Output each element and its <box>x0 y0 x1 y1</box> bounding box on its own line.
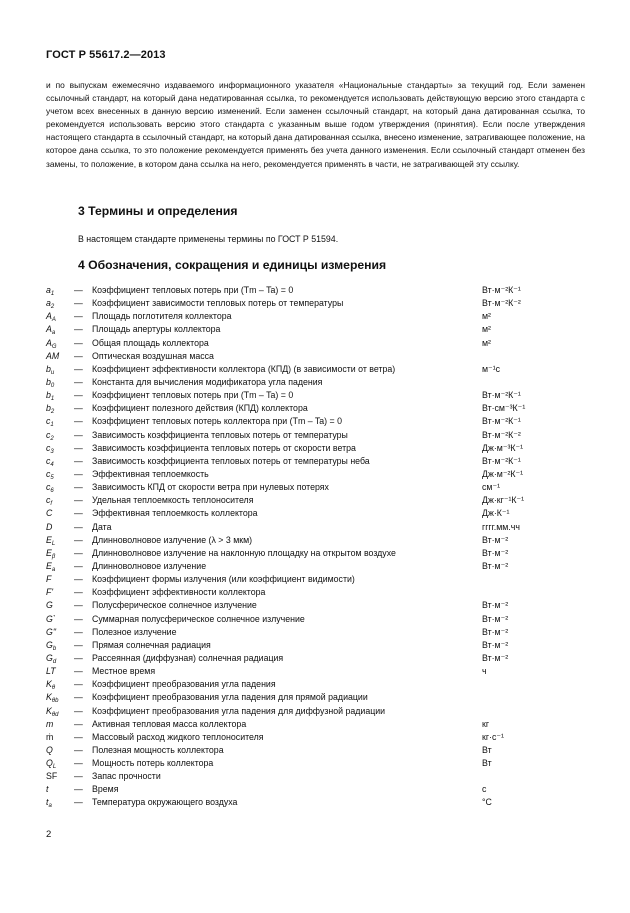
symbol-row <box>46 310 585 323</box>
symbol-letter: K <box>46 705 52 716</box>
symbols-list <box>46 284 585 810</box>
symbol-letter: E <box>46 534 52 545</box>
symbol-row <box>46 783 585 796</box>
symbol-dash: — <box>74 574 83 585</box>
symbol-unit: Вт·м⁻² <box>482 534 509 545</box>
symbol-row <box>46 652 585 665</box>
symbol-letter: A <box>46 337 52 348</box>
symbol-subscript: θb <box>51 698 59 705</box>
symbol-unit: Вт·м⁻² <box>482 626 509 637</box>
symbol-dash: — <box>74 797 83 808</box>
symbol-description: Коэффициент преобразования угла падения для диффузной радиации <box>92 705 386 716</box>
symbol-description: Местное время <box>92 666 156 677</box>
symbol-notation <box>46 613 56 626</box>
symbol-description: Коэффициент тепловых потерь при (Tm – Ta) = 0 <box>92 390 294 401</box>
symbol-row <box>46 573 585 586</box>
symbol-unit: м⁻¹с <box>482 363 501 374</box>
symbol-unit: ч <box>482 666 487 677</box>
symbol-row <box>46 665 585 678</box>
symbol-letter: b <box>46 390 51 401</box>
symbol-letter: K <box>46 679 52 690</box>
symbol-notation <box>46 796 52 813</box>
symbol-description: Длинноволновое излучение (λ > 3 мкм) <box>92 534 253 545</box>
symbol-subscript: d <box>52 658 57 665</box>
symbol-notation <box>46 718 53 731</box>
symbol-letter: Q <box>46 758 53 769</box>
symbol-notation <box>46 507 52 520</box>
symbol-letter: c <box>46 455 51 466</box>
document-header-standard-id: ГОСТ Р 55617.2—2013 <box>46 49 166 61</box>
symbol-subscript: 1 <box>50 422 54 429</box>
symbol-dash: — <box>74 337 83 348</box>
symbol-description: Время <box>92 784 119 795</box>
section-3-heading: 3 Термины и определения <box>78 204 238 218</box>
symbol-row <box>46 494 585 507</box>
symbol-subscript: b <box>52 645 57 652</box>
symbol-subscript: 1 <box>50 291 55 297</box>
symbol-subscript: a <box>51 566 56 573</box>
symbol-description: Зависимость коэффициента тепловых потерь от температуры <box>92 429 348 440</box>
symbol-letter: ṁ <box>46 731 54 742</box>
symbol-description: Площадь поглотителя коллектора <box>92 311 232 322</box>
symbol-letter: G" <box>46 626 56 637</box>
symbol-notation <box>46 586 53 599</box>
symbol-dash: — <box>74 376 83 387</box>
symbol-subscript: 0 <box>50 382 55 389</box>
symbol-description: Длинноволновое излучение <box>92 560 207 571</box>
symbol-dash: — <box>74 692 83 703</box>
symbol-letter: K <box>46 692 52 703</box>
symbol-subscript: 1 <box>50 396 55 403</box>
symbol-notation <box>46 783 48 796</box>
symbol-dash: — <box>74 324 83 335</box>
symbol-row <box>46 757 585 770</box>
symbol-letter: G <box>46 639 53 650</box>
symbol-unit: Вт·м⁻²К⁻² <box>482 298 521 309</box>
symbol-subscript: 4 <box>50 461 54 468</box>
symbol-row <box>46 534 585 547</box>
symbol-row <box>46 744 585 757</box>
symbol-dash: — <box>74 429 83 440</box>
symbol-dash: — <box>74 744 83 755</box>
symbol-unit: Вт·м⁻²К⁻¹ <box>482 390 521 401</box>
symbol-row <box>46 389 585 402</box>
symbol-unit: кг·с⁻¹ <box>482 731 504 742</box>
symbol-unit: Дж·К⁻¹ <box>482 508 510 519</box>
symbol-row <box>46 731 585 744</box>
symbol-letter: E <box>46 547 52 558</box>
symbol-unit: Дж·м⁻³К⁻¹ <box>482 442 524 453</box>
symbol-row <box>46 678 585 691</box>
symbol-letter: m <box>46 718 54 729</box>
symbol-dash: — <box>74 758 83 769</box>
symbol-dash: — <box>74 547 83 558</box>
symbol-unit: с <box>482 784 487 795</box>
symbol-dash: — <box>74 442 83 453</box>
symbol-notation <box>46 573 51 586</box>
symbol-unit: Дж·м⁻²К⁻¹ <box>482 468 524 479</box>
symbol-unit: м² <box>482 337 491 348</box>
symbol-notation <box>46 626 56 639</box>
symbol-unit: Вт·м⁻² <box>482 560 509 571</box>
symbol-subscript: A <box>51 317 56 324</box>
symbol-subscript: β <box>51 553 56 560</box>
symbol-letter: c <box>46 495 51 506</box>
symbol-subscript: L <box>52 764 57 771</box>
symbol-unit: Вт·м⁻²К⁻¹ <box>482 416 521 427</box>
symbol-letter: Q <box>46 744 53 755</box>
symbol-subscript: u <box>50 369 55 376</box>
symbol-letter: c <box>46 482 51 493</box>
symbol-description: Мощность потерь коллектора <box>92 758 214 769</box>
symbol-row <box>46 468 585 481</box>
symbol-dash: — <box>74 600 83 611</box>
symbol-description: Коэффициент эффективности коллектора (КПД) (в зависимости от ветра) <box>92 363 396 374</box>
symbol-description: Полезная мощность коллектора <box>92 744 224 755</box>
symbol-row <box>46 376 585 389</box>
symbol-dash: — <box>74 468 83 479</box>
symbol-unit: Вт·м⁻² <box>482 652 509 663</box>
symbol-dash: — <box>74 626 83 637</box>
symbol-row <box>46 507 585 520</box>
symbol-unit: кг <box>482 718 490 729</box>
symbol-dash: — <box>74 455 83 466</box>
symbol-unit: Вт·м⁻²К⁻¹ <box>482 455 521 466</box>
symbol-description: Температура окружающего воздуха <box>92 797 238 808</box>
symbol-description: Зависимость КПД от скорости ветра при нулевых потерях <box>92 482 329 493</box>
symbol-subscript: L <box>51 540 56 547</box>
symbol-description: Массовый расход жидкого теплоносителя <box>92 731 264 742</box>
symbol-letter: t <box>46 784 49 795</box>
symbol-letter: c <box>46 429 51 440</box>
symbol-description: Коэффициент преобразования угла падения для прямой радиации <box>92 692 368 703</box>
symbol-subscript: f <box>50 501 53 508</box>
symbol-description: Полусферическое солнечное излучение <box>92 600 257 611</box>
symbol-description: Эффективная теплоемкость коллектора <box>92 508 258 519</box>
symbol-dash: — <box>74 311 83 322</box>
symbol-dash: — <box>74 416 83 427</box>
symbol-row <box>46 705 585 718</box>
symbol-dash: — <box>74 403 83 414</box>
symbol-row <box>46 796 585 809</box>
symbol-row <box>46 284 585 297</box>
symbol-letter: LT <box>46 666 56 677</box>
symbol-dash: — <box>74 613 83 624</box>
symbol-row <box>46 323 585 336</box>
symbol-row <box>46 770 585 783</box>
symbol-unit: см⁻¹ <box>482 482 501 493</box>
symbol-row <box>46 350 585 363</box>
symbol-letter: C <box>46 508 53 519</box>
symbol-description: Коэффициент эффективности коллектора <box>92 587 266 598</box>
symbol-letter: b <box>46 403 51 414</box>
symbol-description: Полезное излучение <box>92 626 177 637</box>
symbol-unit: Вт·м⁻² <box>482 613 509 624</box>
symbol-subscript: a <box>48 803 52 810</box>
symbol-letter: a <box>46 285 51 295</box>
symbol-dash: — <box>74 495 83 506</box>
symbol-row <box>46 521 585 534</box>
symbol-row <box>46 691 585 704</box>
symbol-dash: — <box>74 350 83 361</box>
symbol-description: Коэффициент зависимости тепловых потерь от температуры <box>92 298 344 309</box>
symbol-letter: b <box>46 376 51 387</box>
symbol-unit: гггг.мм.чч <box>482 521 520 532</box>
symbol-unit: Вт·см⁻³К⁻¹ <box>482 403 526 414</box>
symbol-letter: c <box>46 442 51 453</box>
symbol-letter: E <box>46 560 52 571</box>
symbol-description: Общая площадь коллектора <box>92 337 209 348</box>
symbol-description: Активная тепловая масса коллектора <box>92 718 247 729</box>
symbol-description: Зависимость коэффициента тепловых потерь от скорости ветра <box>92 442 356 453</box>
symbol-dash: — <box>74 560 83 571</box>
symbol-dash: — <box>74 679 83 690</box>
symbol-unit: м² <box>482 324 491 335</box>
symbol-row <box>46 599 585 612</box>
symbol-description: Удельная теплоемкость теплоносителя <box>92 495 254 506</box>
symbol-description: Коэффициент преобразования угла падения <box>92 679 276 690</box>
symbol-dash: — <box>74 784 83 795</box>
symbol-unit: Вт·м⁻² <box>482 547 509 558</box>
symbol-description: Суммарная полусферическое солнечное излучение <box>92 613 305 624</box>
symbol-description: Эффективная теплоемкость <box>92 468 209 479</box>
symbol-subscript: 6 <box>50 488 54 495</box>
symbol-dash: — <box>74 666 83 677</box>
symbol-letter: b <box>46 363 51 374</box>
symbol-row <box>46 586 585 599</box>
symbol-description: Оптическая воздушная масса <box>92 350 214 361</box>
symbol-subscript: θ <box>51 685 56 692</box>
symbol-row <box>46 560 585 573</box>
symbol-description: Прямая солнечная радиация <box>92 639 211 650</box>
symbol-subscript: 2 <box>50 435 54 442</box>
symbol-row <box>46 415 585 428</box>
symbol-row <box>46 626 585 639</box>
symbol-letter: c <box>46 416 51 427</box>
symbol-row <box>46 455 585 468</box>
symbol-letter: G` <box>46 613 56 624</box>
symbol-description: Коэффициент формы излучения (или коэффициент видимости) <box>92 574 355 585</box>
symbol-dash: — <box>74 731 83 742</box>
symbol-letter: G <box>46 652 53 663</box>
symbol-subscript: 2 <box>50 304 55 311</box>
symbol-letter: A <box>46 324 52 335</box>
symbol-row <box>46 442 585 455</box>
section-3-text: В настоящем стандарте применены термины по ГОСТ Р 51594. <box>78 234 339 244</box>
section-4-heading: 4 Обозначения, сокращения и единицы измерения <box>78 258 387 272</box>
symbol-unit: Вт·м⁻² <box>482 639 509 650</box>
symbol-letter: G <box>46 600 53 611</box>
symbol-dash: — <box>74 705 83 716</box>
symbol-letter: D <box>46 521 53 532</box>
symbol-dash: — <box>74 482 83 493</box>
symbol-description: Константа для вычисления модификатора угла падения <box>92 376 323 387</box>
symbol-row <box>46 337 585 350</box>
symbol-row <box>46 429 585 442</box>
symbol-notation <box>46 521 52 534</box>
symbol-dash: — <box>74 652 83 663</box>
symbol-description: Площадь апертуры коллектора <box>92 324 221 335</box>
symbol-notation <box>46 599 53 612</box>
symbol-letter: c <box>46 468 51 479</box>
symbol-row <box>46 402 585 415</box>
symbol-dash: — <box>74 508 83 519</box>
symbol-row <box>46 481 585 494</box>
symbol-notation <box>46 744 53 757</box>
symbol-dash: — <box>74 534 83 545</box>
symbol-dash: — <box>74 363 83 374</box>
symbol-letter: F' <box>46 587 54 598</box>
symbol-letter: F <box>46 574 52 585</box>
symbol-letter: t <box>46 797 49 808</box>
symbol-row <box>46 718 585 731</box>
symbol-unit: Вт <box>482 744 492 755</box>
symbol-row <box>46 363 585 376</box>
intro-paragraph: и по выпускам ежемесячно издаваемого информационного указателя «Национальные стандарты» за текущий год. Если заменен ссылочный стандарт, на который дана недатированная ссылка, то рекомендуется использовать действующую версию этого стандарта с учетом всех внесенных в данную версию изменений. Если заменен ссылочный стандарт, на который дана датированная ссылка, то рекомендуется использовать версию этого стандарта с указанным выше годом утверждения (принятия). Если после утверждения настоящего стандарта в ссылочный стандарт, на который дана датированная ссылка, внесено изменение, затрагивающее положение, на которое дана ссылка, то это положение рекомендуется применять без учета данного изменения. Если ссылочный стандарт отменен без замены, то положение, в котором дана ссылка на него, рекомендуется применять в части, не затрагивающей эту ссылку. <box>46 80 585 169</box>
symbol-notation <box>46 350 59 363</box>
symbol-unit: Дж·кг⁻¹К⁻¹ <box>482 495 525 506</box>
symbol-notation <box>46 770 57 783</box>
symbol-dash: — <box>74 285 83 295</box>
symbol-unit: Вт·м⁻² <box>482 600 509 611</box>
symbol-subscript: 5 <box>50 474 54 481</box>
symbol-row <box>46 639 585 652</box>
symbol-dash: — <box>74 521 83 532</box>
symbol-row <box>46 297 585 310</box>
symbol-row <box>46 547 585 560</box>
symbol-notation <box>46 731 53 744</box>
symbol-row <box>46 613 585 626</box>
symbol-dash: — <box>74 390 83 401</box>
symbol-unit: Вт·м⁻²К⁻¹ <box>482 285 521 295</box>
symbol-description: Запас прочности <box>92 771 161 782</box>
symbol-subscript: a <box>51 330 56 337</box>
symbol-description: Коэффициент полезного действия (КПД) коллектора <box>92 403 308 414</box>
symbol-unit: Вт·м⁻²К⁻² <box>482 429 521 440</box>
symbol-description: Дата <box>92 521 112 532</box>
symbol-dash: — <box>74 718 83 729</box>
symbol-letter: A <box>46 311 52 322</box>
symbol-description: Коэффициент тепловых потерь коллектора при (Tm – Ta) = 0 <box>92 416 343 427</box>
symbol-description: Зависимость коэффициента тепловых потерь от температуры неба <box>92 455 370 466</box>
symbol-subscript: θd <box>51 711 59 718</box>
symbol-unit: м² <box>482 311 491 322</box>
symbol-notation <box>46 665 56 678</box>
symbol-dash: — <box>74 771 83 782</box>
symbol-description: Рассеянная (диффузная) солнечная радиация <box>92 652 284 663</box>
symbol-letter: a <box>46 298 51 309</box>
symbol-subscript: 2 <box>50 409 55 416</box>
symbol-letter: SF <box>46 771 58 782</box>
symbol-letter: AM <box>46 350 60 361</box>
symbol-dash: — <box>74 587 83 598</box>
symbol-dash: — <box>74 298 83 309</box>
symbol-description: Длинноволновое излучение на наклонную площадку на открытом воздухе <box>92 547 396 558</box>
symbol-dash: — <box>74 639 83 650</box>
symbol-unit: Вт <box>482 758 492 769</box>
symbol-unit: °С <box>482 797 492 808</box>
page-number: 2 <box>46 829 52 840</box>
symbol-subscript: 3 <box>50 448 54 455</box>
symbol-description: Коэффициент тепловых потерь при (Tm – Ta) = 0 <box>92 285 294 295</box>
symbol-subscript: G <box>51 343 57 350</box>
